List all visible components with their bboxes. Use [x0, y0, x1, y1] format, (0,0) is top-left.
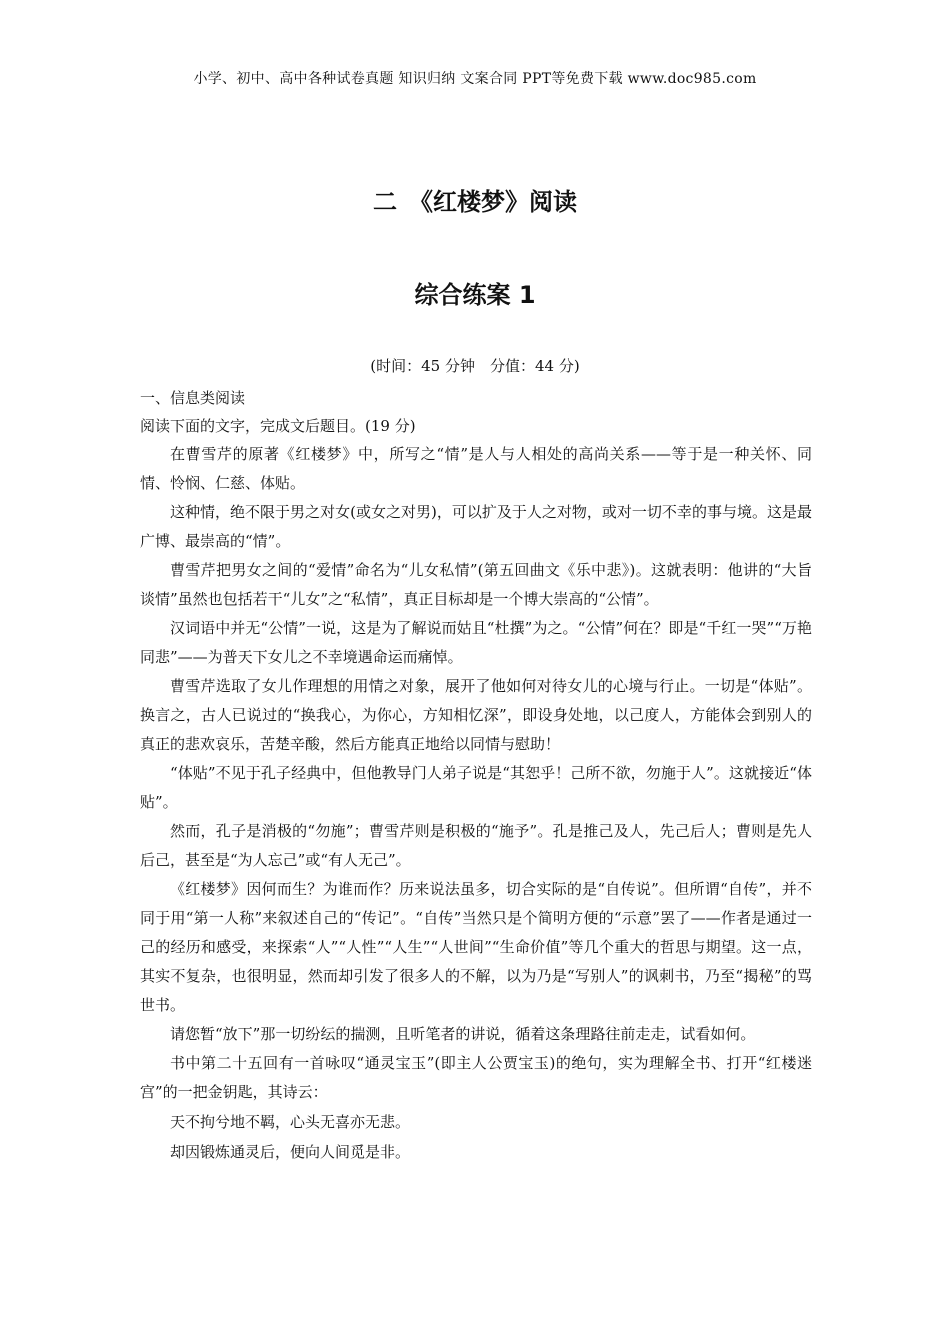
exercise-title: 综合练案 1 [414, 281, 536, 309]
document-body [140, 384, 812, 1167]
section-heading: 一、信息类阅读 [140, 389, 246, 407]
paragraph: 这种情，绝不限于男之对女(或女之对男)，可以扩及于人之对物，或对一切不幸的事与境。这是最广博、最崇高的“情”。 [140, 503, 812, 550]
page-header: 小学、初中、高中各种试卷真题 知识归纳 文案合同 PPT等免费下载 www.doc985.com [193, 71, 757, 87]
paragraph: 汉词语中并无“公情”一说，这是为了解说而姑且“杜撰”为之。“公情”何在？即是“千红一哭”“万艳同悲”——为普天下女儿之不幸境遇命运而痛悼。 [140, 619, 812, 666]
paragraph: 然而，孔子是消极的“勿施”；曹雪芹则是积极的“施予”。孔是推己及人，先己后人；曹则是先人后己，甚至是“为人忘己”或“有人无己”。 [140, 822, 812, 869]
paragraph: 书中第二十五回有一首咏叹“通灵宝玉”(即主人公贾宝玉)的绝句，实为理解全书、打开“红楼迷宫”的一把金钥匙，其诗云： [140, 1054, 812, 1101]
paragraph: 《红楼梦》因何而生？为谁而作？历来说法虽多，切合实际的是“自传说”。但所谓“自传”，并不同于用“第一人称”来叙述自己的“传记”。“自传”当然只是个简明方便的“示意”罢了——作者是通过一己的经历和感受，来探索“人”“人性”“人生”“人世间”“生命价值”等几个重大的哲思与期望。这一点，其实不复杂，也很明显，然而却引发了很多人的不解，以为乃是“写别人”的讽刺书，乃至“揭秘”的骂世书。 [140, 880, 812, 1014]
paragraph: 曹雪芹把男女之间的“爱情”命名为“儿女私情”(第五回曲文《乐中悲》)。这就表明：他讲的“大旨谈情”虽然也包括若干“儿女”之“私情”，真正目标却是一个博大崇高的“公情”。 [140, 561, 812, 608]
reading-instruction: 阅读下面的文字，完成文后题目。(19 分) [140, 417, 416, 435]
poem-line: 却因锻炼通灵后，便向人间觅是非。 [170, 1143, 411, 1161]
chapter-title: 二 《红楼梦》阅读 [373, 188, 577, 216]
paragraph: 曹雪芹选取了女儿作理想的用情之对象，展开了他如何对待女儿的心境与行止。一切是“体贴”。换言之，古人已说过的“换我心，为你心，方知相忆深”，即设身处地，以己度人，方能体会到别人的真正的悲欢哀乐，苦楚辛酸，然后方能真正地给以同情与慰助！ [140, 677, 812, 753]
paragraph: “体贴”不见于孔子经典中，但他教导门人弟子说是“其恕乎！己所不欲，勿施于人”。这就接近“体贴”。 [140, 764, 812, 811]
paragraph: 在曹雪芹的原著《红楼梦》中，所写之“情”是人与人相处的高尚关系——等于是一种关怀、同情、怜悯、仁慈、体贴。 [140, 445, 812, 492]
time-score-info: (时间：45 分钟 分值：44 分) [370, 357, 580, 375]
poem-line: 天不拘兮地不羁，心头无喜亦无悲。 [170, 1113, 411, 1131]
paragraph: 请您暂“放下”那一切纷纭的揣测，且听笔者的讲说，循着这条理路往前走走，试看如何。 [170, 1025, 756, 1043]
